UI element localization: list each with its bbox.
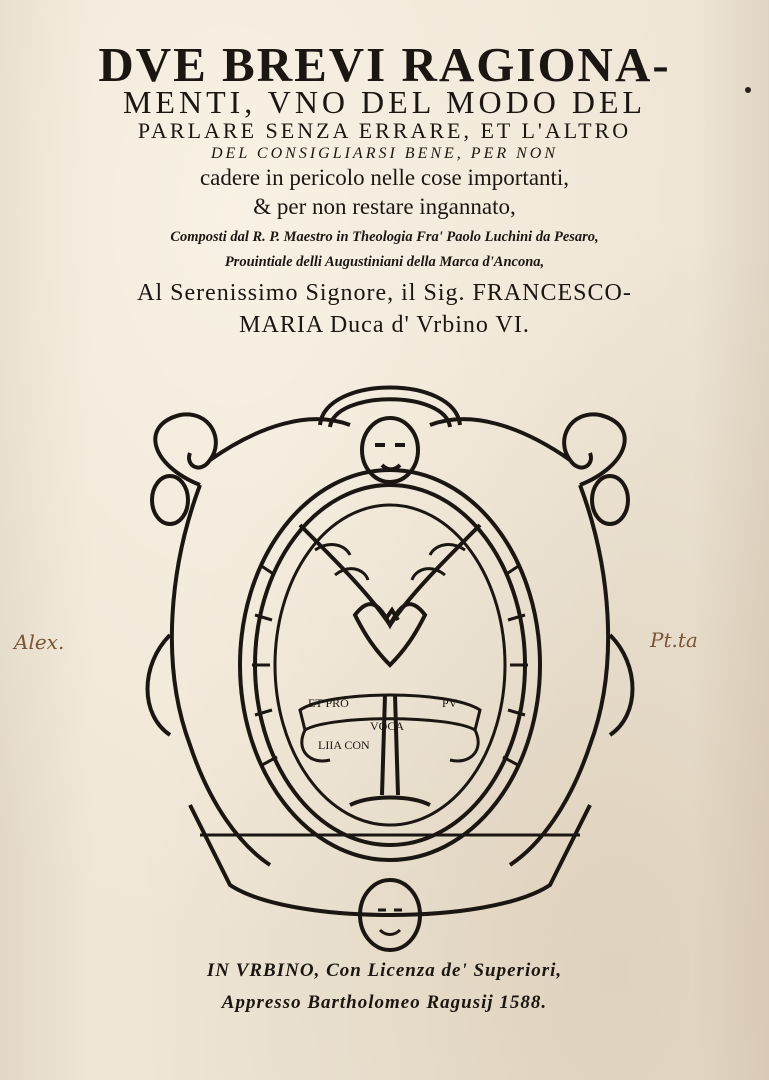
imprint-line-2: Appresso Bartholomeo Ragusij 1588. <box>221 992 548 1013</box>
emblem-motto-right: PV <box>442 696 458 710</box>
marginal-note-left: Alex. <box>14 630 65 654</box>
title-line-5: cadere in pericolo nelle cose importanti, <box>199 165 570 190</box>
title-line-3: PARLARE SENZA ERRARE, ET L'ALTRO <box>137 118 632 143</box>
title-line-2: MENTI, VNO DEL MODO DEL <box>122 84 647 120</box>
author-line-1: Composti dal R. P. Maestro in Theologia Fra' Paolo Luchini da Pesaro, <box>170 229 599 245</box>
title-line-1: DVE BREVI RAGIONA- <box>98 37 671 92</box>
imprint-line-1: IN VRBINO, Con Licenza de' Superiori, <box>206 960 563 981</box>
printers-device-icon <box>130 365 650 955</box>
author-line-2: Prouintiale delli Augustiniani della Marca d'Ancona, <box>224 254 545 270</box>
emblem-motto-lower-left: LIIA CON <box>318 738 370 752</box>
dedication-line-1: Al Serenissimo Signore, il Sig. FRANCESCO- <box>137 280 632 306</box>
emblem-motto-left: ET PRO <box>308 696 349 710</box>
title-line-6: & per non restare ingannato, <box>253 194 516 219</box>
emblem-motto-lower-mid: VOCA <box>370 719 405 733</box>
ink-spot <box>745 87 751 93</box>
marginal-note-right: Pt.ta <box>650 628 698 652</box>
title-line-4: DEL CONSIGLIARSI BENE, PER NON <box>210 145 559 162</box>
dedication-line-2: MARIA Duca d' Vrbino VI. <box>239 312 530 338</box>
